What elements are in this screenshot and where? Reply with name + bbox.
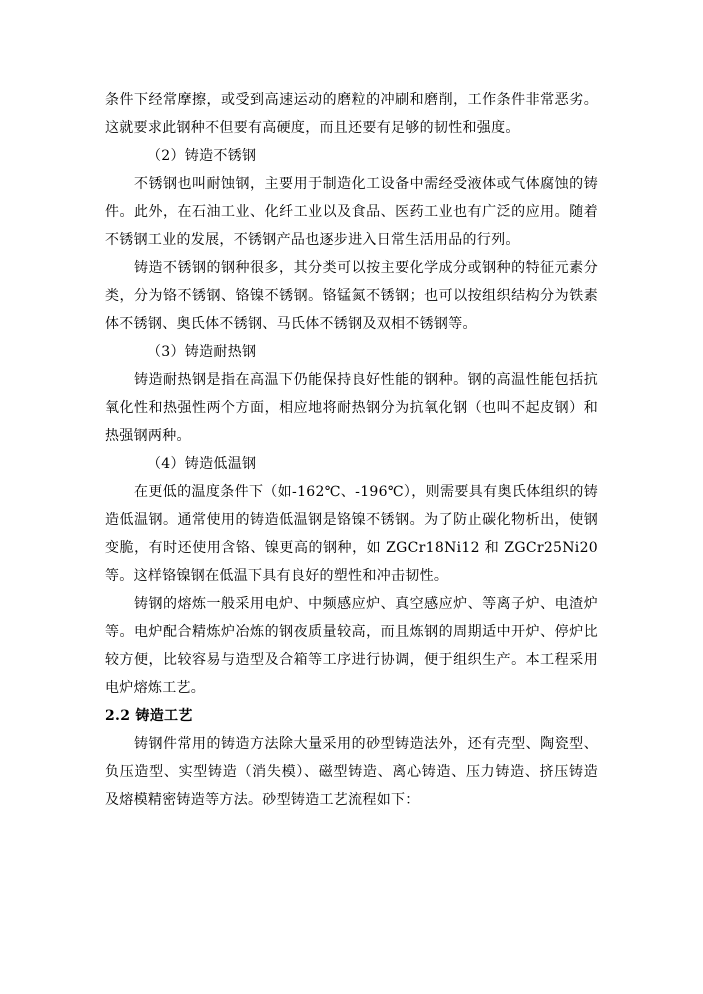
paragraph-text: 铸钢的熔炼一般采用电炉、中频感应炉、真空感应炉、等离子炉、电渣炉等。电炉配合精炼炉冶炼的钢夜质量较高，而且炼钢的周期适中开炉、停炉比较方便，比较容易与造型及合箱等工序进行协调，便于组织生产。本工程采用电炉熔炼工艺。 bbox=[105, 596, 598, 696]
paragraph-stainless-definition bbox=[105, 170, 598, 254]
paragraph-wear-conditions bbox=[105, 86, 598, 142]
paragraph-text: 不锈钢也叫耐蚀钢，主要用于制造化工设备中需经受液体或气体腐蚀的铸件。此外，在石油工业、化纤工业以及食品、医药工业也有广泛的应用。随着不锈钢工业的发展，不锈钢产品也逐步进入日常生活用品的行列。 bbox=[105, 176, 598, 248]
subheading-cast-heat-resistant-steel bbox=[105, 338, 598, 366]
paragraph-text: 在更低的温度条件下（如-162℃、-196℃），则需要具有奥氏体组织的铸造低温钢。通常使用的铸造低温钢是铬镍不锈钢。为了防止碳化物析出，使钢变脆，有时还使用含铬、镍更高的钢种，如 ZGCr18Ni12 和 ZGCr25Ni20 等。这样铬镍钢在低温下具有良好的塑性和冲击韧性。 bbox=[105, 484, 598, 584]
subheading-text: （4）铸造低温钢 bbox=[147, 456, 257, 472]
paragraph-text: 铸造耐热钢是指在高温下仍能保持良好性能的钢种。钢的高温性能包括抗氧化性和热强性两个方面，相应地将耐热钢分为抗氧化钢（也叫不起皮钢）和热强钢两种。 bbox=[105, 372, 598, 444]
paragraph-low-temperature bbox=[105, 478, 598, 590]
paragraph-text: 铸造不锈钢的钢种很多，其分类可以按主要化学成分或钢种的特征元素分类，分为铬不锈钢、铬镍不锈钢。铬锰氮不锈钢；也可以按组织结构分为铁素体不锈钢、奥氏体不锈钢、马氏体不锈钢及双相不锈钢等。 bbox=[105, 260, 598, 332]
paragraph-text: 条件下经常摩擦，或受到高速运动的磨粒的冲刷和磨削，工作条件非常恶劣。这就要求此钢种不但要有高硬度，而且还要有足够的韧性和强度。 bbox=[105, 92, 598, 136]
paragraph-heat-resistant bbox=[105, 366, 598, 450]
subheading-cast-low-temperature-steel bbox=[105, 450, 598, 478]
paragraph-smelting bbox=[105, 590, 598, 702]
subheading-text: （2）铸造不锈钢 bbox=[147, 148, 257, 164]
paragraph-stainless-classification bbox=[105, 254, 598, 338]
paragraph-text: 铸钢件常用的铸造方法除大量采用的砂型铸造法外，还有壳型、陶瓷型、负压造型、实型铸造（消失模）、磁型铸造、离心铸造、压力铸造、挤压铸造及熔模精密铸造等方法。砂型铸造工艺流程如下： bbox=[105, 736, 598, 808]
paragraph-casting-methods bbox=[105, 730, 598, 814]
section-heading-casting-process bbox=[105, 702, 598, 730]
section-heading-text: 2.2 铸造工艺 bbox=[105, 708, 193, 724]
subheading-text: （3）铸造耐热钢 bbox=[147, 344, 257, 360]
subheading-cast-stainless-steel bbox=[105, 142, 598, 170]
